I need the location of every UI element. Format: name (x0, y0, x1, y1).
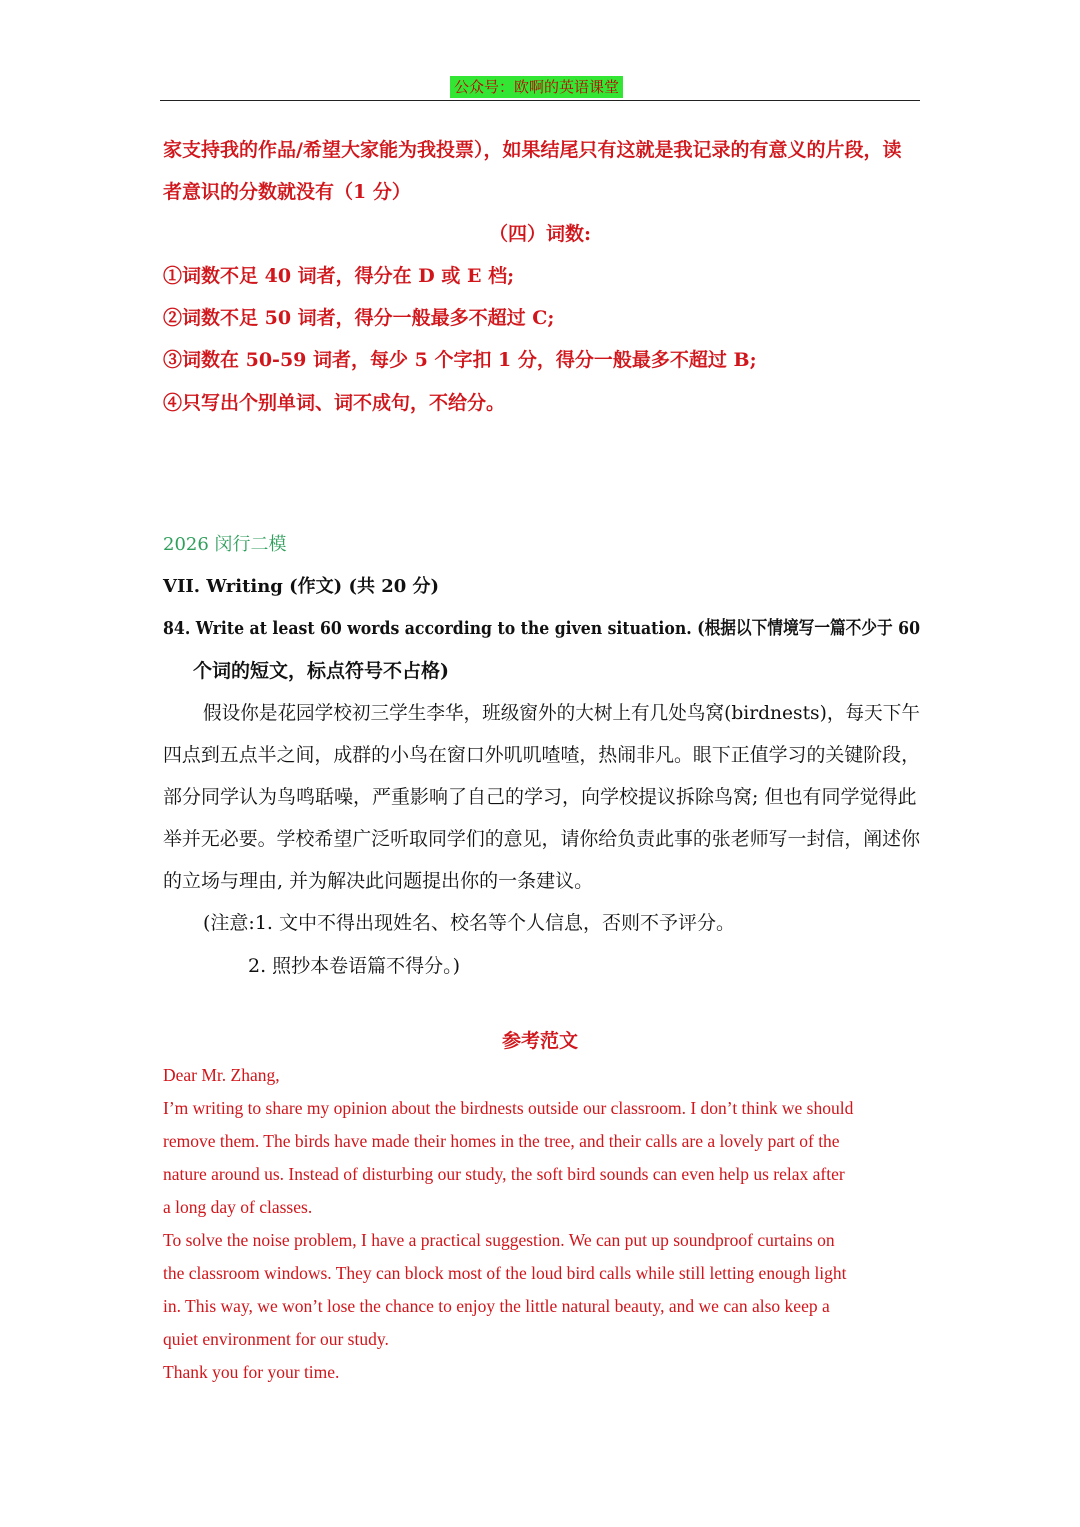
rule-1: ①词数不足 40 词者，得分在 D 或 E 档; (163, 265, 515, 287)
essay-line: nature around us. Instead of disturbing our study, the soft bird sounds can even help us relax after (163, 1164, 845, 1184)
word-count-heading: （四）词数: (488, 223, 591, 245)
prev-line-2: 者意识的分数就没有（1 分） (163, 181, 411, 203)
note-1: (注意:1. 文中不得出现姓名、校名等个人信息，否则不予评分。 (203, 912, 735, 934)
section-tag: 2026 闵行二模 (163, 534, 287, 555)
essay-line: remove them. The birds have made their homes in the tree, and their calls are a lovely part of the (163, 1131, 840, 1151)
prompt-line-2: 四点到五点半之间，成群的小鸟在窗口外叽叽喳喳，热闹非凡。眼下正值学习的关键阶段， (163, 744, 921, 766)
header-label: 公众号：欧啊的英语课堂 (450, 76, 623, 98)
essay-line: Dear Mr. Zhang, (163, 1065, 280, 1085)
essay-line: quiet environment for our study. (163, 1329, 389, 1349)
essay-line: To solve the noise problem, I have a practical suggestion. We can put up soundproof curtains on (163, 1230, 835, 1250)
prompt-line-3: 部分同学认为鸟鸣聒噪，严重影响了自己的学习，向学校提议拆除鸟窝; 但也有同学觉得此 (163, 786, 917, 808)
essay-line: in. This way, we won’t lose the chance to enjoy the little natural beauty, and we can also keep a (163, 1296, 830, 1316)
essay-line: the classroom windows. They can block most of the loud bird calls while still letting enough light (163, 1263, 847, 1283)
essay-line: a long day of classes. (163, 1197, 313, 1217)
sample-heading: 参考范文 (501, 1030, 578, 1052)
prompt-line-1: 假设你是花园学校初三学生李华，班级窗外的大树上有几处鸟窝(birdnests)，每天下午 (203, 702, 920, 724)
prev-line-1: 家支持我的作品/希望大家能为我投票），如果结尾只有这就是我记录的有意义的片段，读 (163, 139, 902, 161)
rule-2: ②词数不足 50 词者，得分一般最多不超过 C; (163, 307, 555, 329)
section-title: VII. Writing (作文) (共 20 分) (163, 576, 440, 597)
page-header (160, 74, 920, 101)
rule-4: ④只写出个别单词、词不成句，不给分。 (163, 392, 506, 414)
task-line-1: 84. Write at least 60 words according to the given situation. (根据以下情境写一篇不少于 60 (163, 618, 921, 639)
prompt-line-4: 举并无必要。学校希望广泛听取同学们的意见，请你给负责此事的张老师写一封信，阐述你 (163, 828, 921, 850)
essay-line: Thank you for your time. (163, 1362, 340, 1382)
task-line-2: 个词的短文，标点符号不占格) (193, 660, 449, 682)
note-2: 2. 照抄本卷语篇不得分。) (248, 955, 461, 977)
rule-3: ③词数在 50-59 词者，每少 5 个字扣 1 分，得分一般最多不超过 B; (163, 349, 757, 371)
essay-line: I’m writing to share my opinion about the birdnests outside our classroom. I don’t think we should (163, 1098, 854, 1118)
prompt-line-5: 的立场与理由, 并为解决此问题提出你的一条建议。 (163, 870, 594, 892)
